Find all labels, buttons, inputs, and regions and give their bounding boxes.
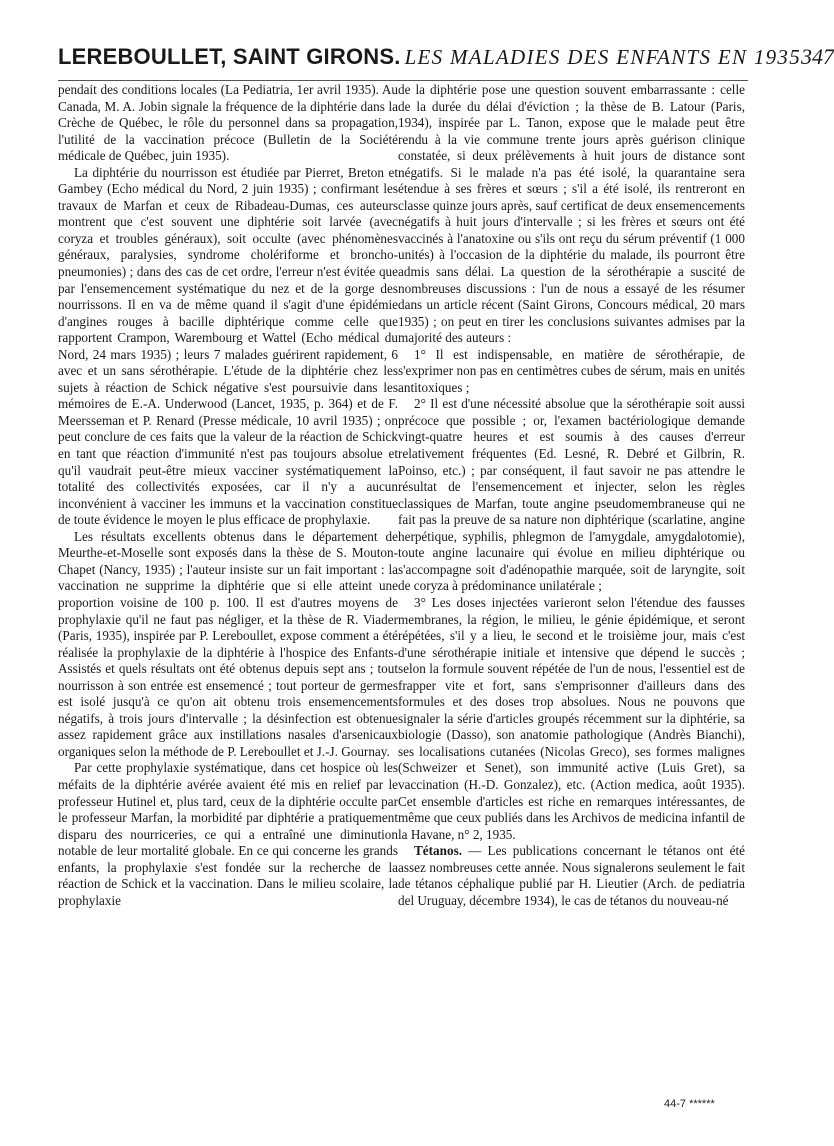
header-title: LES MALADIES DES ENFANTS EN 1935 xyxy=(404,45,802,69)
paragraph-right-4: 3° Les doses injectées varieront selon l'étendue des fausses membranes, la région, le milieu, le génie épidémique, et seront répétées, s'il y a lieu, le second et le troisième jour, mais c'est d'une sérothérapie initiale et intensive que dépend le succès ; selon la formule souvent répétée de l'un de nous, l'essentiel est de frapper vite et fort, sans s'emprisonner d'ailleurs dans des formules et des doses trop absolues. Nous ne pouvons que signaler la série d'articles groupés récemment sur la diphtérie, sa biologie (Dasso), son anatomie pathologique (Andrès Bianchi), ses localisations cutanées (Nicolas Greco), ses formes malignes (Schweizer et Senet), son immunité active (Luis Gret), sa vaccination (H.-D. Gonzalez), etc. (Action medica, août 1935). Cet ensemble d'articles est riche en remarques intéressantes, de même que ceux publiés dans les Archivos de medicina infantil de la Havane, n° 2, 1935. xyxy=(398,594,745,842)
printer-signature: 44-7 ****** xyxy=(664,1098,715,1110)
paragraph-right-5 xyxy=(398,843,745,909)
paragraph-left-1: pendait des conditions locales (La Pediatria, 1er avril 1935). Au Canada, M. A. Jobin signale la fréquence de la diphtérie dans la Crèche de Québec, le rôle du personnel dans sa propagation, l'utilité de la vaccination précoce (Bulletin de la Société médicale de Québec, juin 1935). xyxy=(58,82,398,164)
left-column xyxy=(58,82,398,909)
section-heading-tetanos: Tétanos. xyxy=(414,843,462,859)
header-authors: LEREBOULLET, SAINT GIRONS. xyxy=(58,44,401,69)
right-column xyxy=(398,82,745,909)
paragraph-left-2: La diphtérie du nourrisson est étudiée par Pierret, Breton et Gambey (Echo médical du Nord, 2 juin 1935) ; confirmant les travaux de Marfan et ceux de Ribadeau-Dumas, ces auteurs montrent que c'est souvent une diphtérie soit larvée (avec coryza et troubles généraux), soit occulte (avec phénomènes généraux, paralysies, syndrome cholériforme et broncho-pneumonies) ; dans des cas de cet ordre, l'erreur n'est évitée que par l'ensemencement systématique du nez et de la gorge des nourrissons. Il en va de même quand il s'agit d'une épidémie d'angines rouges à bacille diphtérique comme celle que rapportent Crampon, Warembourg et Wattel (Echo médical du Nord, 24 mars 1935) ; leurs 7 malades guérirent rapidement, 6 avec et un sans sérothérapie. L'étude de la diphtérie chez les sujets à réaction de Schick négative s'est poursuivie dans les mémoires de E.-A. Underwood (Lancet, 1935, p. 364) et de F. Meersseman et P. Renard (Presse médicale, 10 avril 1935) ; on peut conclure de ces faits que la valeur de la réaction de Schick en tant que réaction d'immunité n'est pas toujours absolue et qu'il vaudrait peut-être mieux vacciner systématiquement la totalité des collectivités exposées, car il n'y a aucun inconvénient à vacciner les immuns et la vaccination constitue de toute évidence le moyen le plus efficace de prophylaxie. xyxy=(58,164,398,528)
paragraph-right-3: 2° Il est d'une nécessité absolue que la sérothérapie soit aussi précoce que possible ; or, l'examen bactériologique demande vingt-quatre heures et est soumis à des causes d'erreur relativement fréquentes (Ed. Lesné, R. Debré et Gilbrin, R. Poinso, etc.) ; par conséquent, il faut savoir ne pas attendre le résultat de l'ensemencement et injecter, selon les règles classiques de Marfan, toute angine pseudomembraneuse qui ne fait pas la preuve de sa nature non diphtérique (scarlatine, angine herpétique, syphilis, phlegmon de l'amygdale, amygdalotomie), toute angine lacunaire qui évolue en milieu diphtérique ou s'accompagne soit d'adénopathie marquée, soit de laryngite, soit de coryza à prédominance unilatérale ; xyxy=(398,396,745,594)
paragraph-left-3: Les résultats excellents obtenus dans le département de Meurthe-et-Moselle sont exposés dans la thèse de S. Mouton-Chapet (Nancy, 1935) ; l'auteur insiste sur un fait important : la vaccination ne supprime la diphtérie que si elle atteint une proportion voisine de 100 p. 100. Il est d'autres moyens de prophylaxie qu'il ne faut pas négliger, et la thèse de R. Viader (Paris, 1935), inspirée par P. Lereboullet, expose comment a été réalisée la prophylaxie de la diphtérie à l'hospice des Enfants-Assistés et quels résultats ont été obtenus depuis sept ans ; tout nourrisson à son entrée est ensemencé ; tout porteur de germes est isolé jusqu'à ce qu'on ait obtenu trois ensemencements négatifs, à trois jours d'intervalle ; la désinfection est obtenue assez rapidement grâce aux instillations nasales d'arsenicaux organiques selon la méthode de P. Lereboullet et J.-J. Gournay. xyxy=(58,528,398,759)
running-header xyxy=(58,44,834,81)
paragraph-left-4: Par cette prophylaxie systématique, dans cet hospice où les méfaits de la diphtérie avérée avaient été mis en relief par le professeur Hutinel et, plus tard, ceux de la diphtérie occulte par le professeur Marfan, la morbidité par diphtérie a pratiquement disparu des nourriceries, ce qui a entraîné une diminution notable de leur mortalité globale. En ce qui concerne les grands enfants, la prophylaxie s'est fondée sur la recherche de la réaction de Schick et la vaccination. Dans le milieu scolaire, la prophylaxie xyxy=(58,760,398,908)
paragraph-right-2: 1° Il est indispensable, en matière de sérothérapie, de s'exprimer non pas en centimètres cubes de sérum, mais en unités antitoxiques ; xyxy=(398,346,745,395)
paragraph-right-5-text: — Les publications concernant le tétanos ont été assez nombreuses cette année. Nous signalerons seulement le fait de tétanos céphalique publié par H. Lieutier (Arch. de pediatria del Uruguay, décembre 1934), le cas de tétanos du nouveau-né xyxy=(398,843,745,908)
page-number: 347 xyxy=(801,44,834,69)
paragraph-right-1: de la diphtérie pose une question souvent embarrassante : celle de la durée du délai d'éviction ; la thèse de B. Latour (Paris, 1934), inspirée par L. Tanon, expose que le malade peut être rendu à la vie commune trente jours après guérison clinique constatée, si deux prélèvements à huit jours de distance sont négatifs. Si le malade n'a pas été isolé, la quarantaine sera étendue à ses frères et sœurs ; s'il a été isolé, ils rentreront en classe quinze jours après, sauf certificat de deux ensemencements négatifs à huit jours d'intervalle ; si les frères et sœurs ont été vaccinés à l'anatoxine ou s'ils ont reçu du sérum préventif (1 000 unités) à l'occasion de la diphtérie du malade, ils pourront être admis sans délai. La question de la sérothérapie a suscité de nombreuses discussions : l'un de nous a essayé de les résumer dans un article récent (Saint Girons, Concours médical, 20 mars 1935) ; on peut en tirer les conclusions suivantes admises par la majorité des auteurs : xyxy=(398,82,745,346)
